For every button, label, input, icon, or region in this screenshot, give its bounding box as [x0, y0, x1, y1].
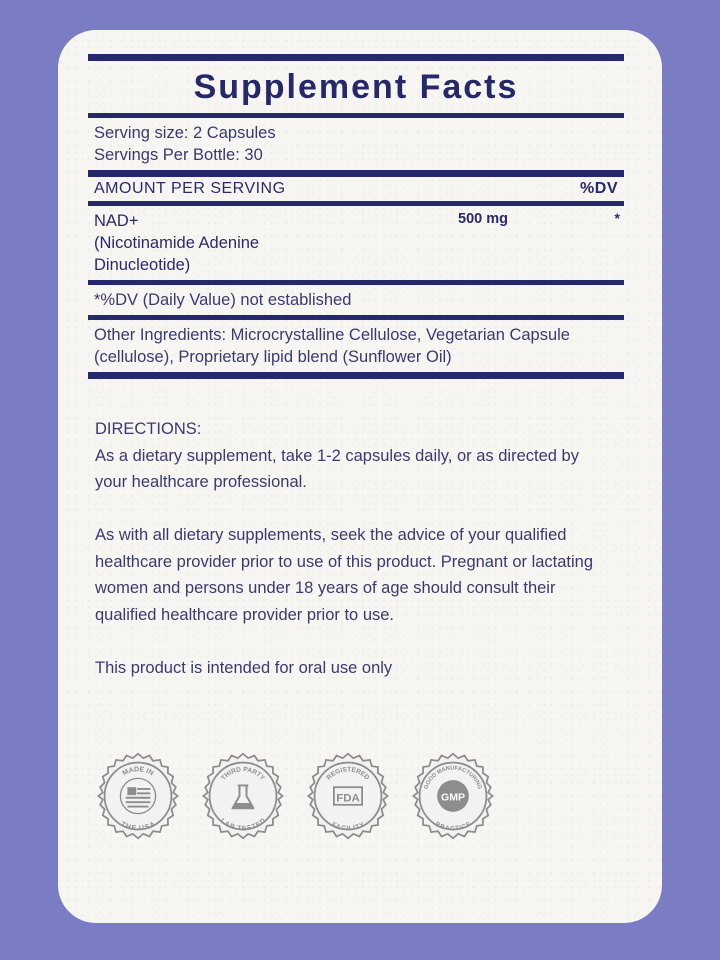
svg-text:LAB TESTED: LAB TESTED [218, 817, 267, 833]
servings-per-bottle: Servings Per Bottle: 30 [94, 146, 263, 164]
rule [88, 170, 624, 177]
label-card [58, 30, 662, 923]
fda-registered-badge [304, 752, 392, 840]
nutrient-name-line: (Nicotinamide Adenine [94, 234, 260, 252]
warning-text: As with all dietary supplements, seek the advice of your qualified healthcare provider prior to use of this product. Pregnant or lactating women and persons under 18 years of age should consult their qualified healthcare provider prior to use. [95, 526, 594, 624]
directions-section [95, 416, 615, 708]
svg-text:FACILITY: FACILITY [330, 821, 366, 833]
rule [88, 54, 624, 61]
amount-header-row [88, 177, 624, 201]
rule [88, 372, 624, 379]
svg-text:PRACTICE: PRACTICE [434, 820, 472, 833]
svg-text:MADE IN: MADE IN [121, 766, 155, 778]
svg-text:GOOD MANUFACTURING: GOOD MANUFACTURING [423, 765, 483, 791]
serving-info [88, 118, 624, 170]
nutrient-name-line: NAD+ [94, 212, 139, 230]
svg-text:THE USA: THE USA [119, 820, 157, 833]
dv-header: %DV [580, 180, 618, 197]
oral-use-text: This product is intended for oral use only [95, 658, 393, 677]
svg-text:REGISTERED: REGISTERED [325, 766, 371, 782]
lab-tested-badge [199, 752, 287, 840]
directions-heading: DIRECTIONS: [95, 420, 202, 438]
nutrient-name [94, 210, 334, 276]
nutrient-name-line: Dinucleotide) [94, 256, 191, 274]
serving-size: Serving size: 2 Capsules [94, 124, 276, 142]
amount-per-serving-header: AMOUNT PER SERVING [94, 180, 286, 197]
svg-text:FDA: FDA [336, 792, 360, 805]
nutrient-row [88, 206, 624, 280]
svg-text:GMP: GMP [440, 791, 466, 804]
footnote: *%DV (Daily Value) not established [94, 291, 352, 309]
directions-text: As a dietary supplement, take 1-2 capsules daily, or as directed by your healthcare professional. [95, 446, 579, 491]
other-ingredients: Other Ingredients: Microcrystalline Cellulose, Vegetarian Capsule (cellulose), Proprietary lipid blend (Sunflower Oil) [94, 326, 570, 366]
nutrient-dv: * [614, 210, 620, 226]
nutrient-amount: 500 mg [458, 211, 508, 227]
gmp-badge [409, 752, 497, 840]
made-in-usa-badge [94, 752, 182, 840]
panel-title: Supplement Facts [193, 68, 519, 106]
certification-badges [94, 752, 497, 840]
supplement-facts-panel [88, 54, 624, 379]
svg-text:THIRD PARTY: THIRD PARTY [220, 766, 266, 782]
